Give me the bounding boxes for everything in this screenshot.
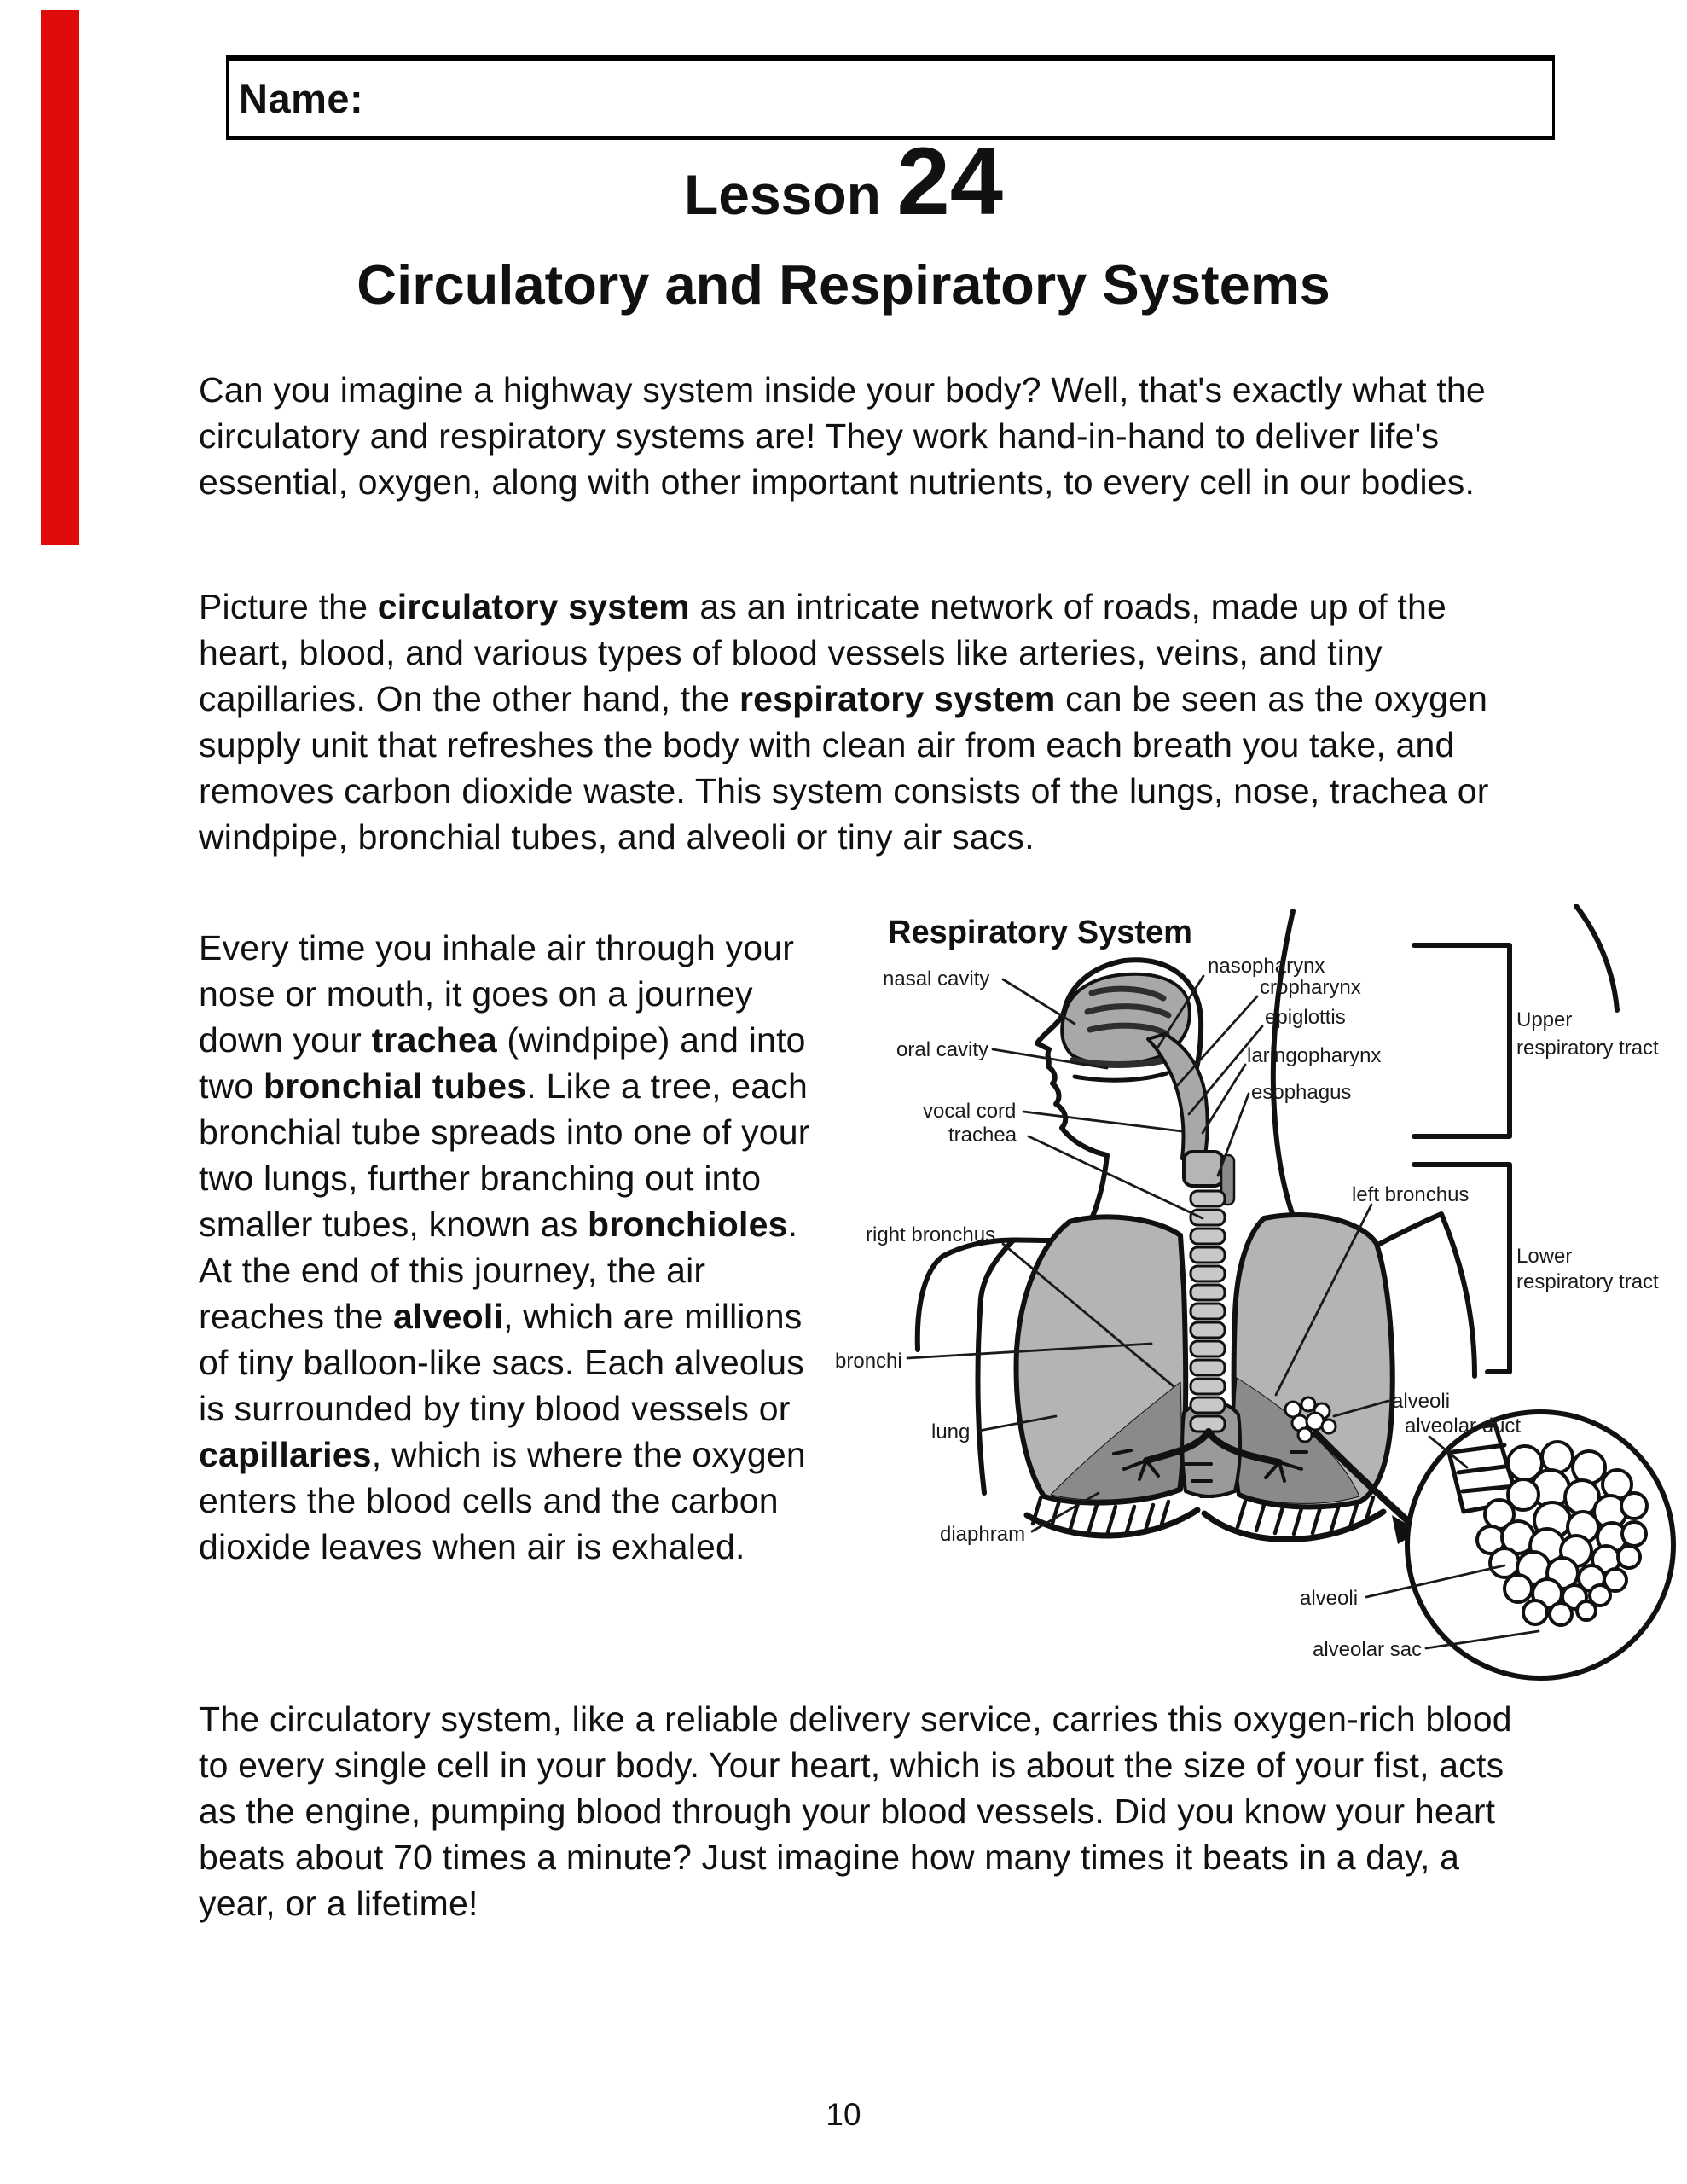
upper-tract-bracket [1414, 945, 1510, 1136]
trachea-shape [1191, 1191, 1225, 1432]
paragraph-intro: Can you imagine a highway system inside your body? Well, that's exactly what the circulatory and respiratory systems are! They work hand-in-hand to deliver life's essential, oxygen, along with other important nutrients, to every cell in our bodies. [199, 370, 1486, 502]
label-alveolar-sac: alveolar sac [1313, 1638, 1423, 1661]
label-laringopharynx: laringopharynx [1247, 1044, 1382, 1067]
label-alveoli-upper: alveoli [1392, 1390, 1451, 1413]
label-nasal-cavity: nasal cavity [883, 967, 990, 990]
label-nasopharynx: nasopharynx [1208, 955, 1325, 978]
label-esophagus: esophagus [1251, 1081, 1352, 1104]
label-cropharynx: cropharynx [1260, 976, 1361, 999]
label-diaphram: diaphram [940, 1523, 1026, 1546]
lesson-number: 24 [896, 128, 1004, 235]
label-alveoli-lower: alveoli [1300, 1587, 1359, 1610]
label-upper-tract-2: respiratory tract [1516, 1037, 1659, 1060]
label-bronchi: bronchi [835, 1350, 902, 1373]
page-title: Circulatory and Respiratory Systems [357, 253, 1330, 316]
label-right-bronchus: right bronchus [866, 1223, 996, 1246]
lesson-heading [0, 126, 1687, 236]
label-lung: lung [931, 1420, 971, 1443]
mouth-line [1075, 1073, 1167, 1080]
larynx-shape [1184, 1152, 1223, 1186]
label-left-bronchus: left bronchus [1352, 1183, 1470, 1206]
label-upper-tract-1: Upper [1516, 1008, 1573, 1031]
paragraph-systems: Picture the circulatory system as an intricate network of roads, made up of the heart, blood, and various types of blood vessels like arteries, veins, and tiny capillaries. On the other hand, the respiratory system can be seen as the oxygen supply unit that refreshes the body with clean air from each breath you take, and removes carbon dioxide waste. This system consists of the lungs, nose, trachea or windpipe, bronchial tubes, and alveoli or tiny air sacs. [199, 587, 1489, 857]
diagram-title: Respiratory System [888, 915, 1192, 950]
label-vocal-cord: vocal cord [923, 1100, 1017, 1123]
lesson-word: Lesson [683, 163, 882, 226]
paragraph-airway: Every time you inhale air through your nose or mouth, it goes on a journey down your trachea (windpipe) and into two bronchial tubes. Like a tree, each bronchial tube spreads into one of your two lungs, further branching out into smaller tubes, known as bronchioles. At the end of this journey, the air reaches the alveoli, which are millions of tiny balloon-like sacs. Each alveolus is surrounded by tiny blood vessels or capillaries, which is where the oxygen enters the blood cells and the carbon dioxide leaves when air is exhaled. [199, 928, 810, 1566]
label-oral-cavity: oral cavity [896, 1038, 989, 1061]
label-lower-tract-1: Lower [1516, 1245, 1573, 1268]
label-trachea: trachea [948, 1124, 1017, 1147]
page-number: 10 [826, 2097, 861, 2132]
tract-brackets [1414, 945, 1510, 1372]
respiratory-system-diagram [817, 904, 1687, 1689]
label-lower-tract-2: respiratory tract [1516, 1270, 1659, 1293]
name-label: Name: [239, 75, 364, 121]
label-alveolar-duct: alveolar duct [1405, 1414, 1522, 1438]
label-epiglottis: epiglottis [1265, 1006, 1346, 1029]
paragraph-circulatory: The circulatory system, like a reliable delivery service, carries this oxygen-rich blood to every single cell in your body. Your heart, which is about the size of your fist, acts as the engine, pumping blood through your blood vessels. Did you know your heart beats about 70 times a minute? Just imagine how many times it beats in a day, a year, or a lifetime! [199, 1699, 1512, 1923]
